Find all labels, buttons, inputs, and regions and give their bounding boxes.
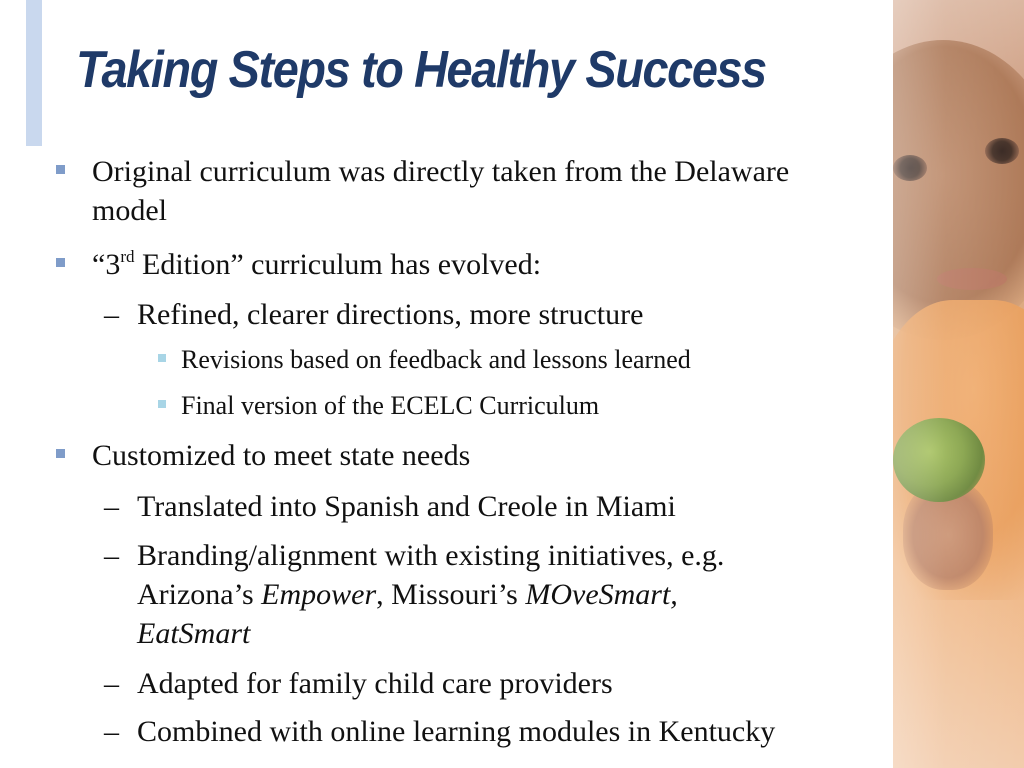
bullet-3-sub-1: Translated into Spanish and Creole in Miami	[137, 490, 676, 523]
bullet-2-text: “3rd Edition” curriculum has evolved:	[92, 247, 542, 281]
slide-title: Taking Steps to Healthy Success	[76, 41, 766, 99]
sub-bullet-square-icon	[158, 400, 166, 408]
bullet-2-sub-1-item-1: Revisions based on feedback and lessons learned	[181, 345, 691, 374]
dash-marker: –	[104, 298, 119, 331]
bullet-square-icon	[56, 258, 65, 267]
bullet-3-sub-4: Combined with online learning modules in Kentucky	[137, 715, 776, 748]
bullet-2-sub-1: Refined, clearer directions, more structure	[137, 298, 644, 331]
bullet-1-line-2: model	[92, 194, 167, 227]
bullet-3-sub-2-line-1: Branding/alignment with existing initiatives, e.g.	[137, 539, 725, 572]
child-photo	[893, 0, 1024, 768]
dash-marker: –	[104, 715, 119, 748]
bullet-3-sub-2-line-3: EatSmart	[137, 617, 251, 650]
bullet-3-sub-3: Adapted for family child care providers	[137, 667, 613, 700]
bullet-3-sub-2-line-2: Arizona’s Empower, Missouri’s MOveSmart,	[137, 578, 678, 611]
bullet-square-icon	[56, 165, 65, 174]
dash-marker: –	[104, 490, 119, 523]
bullet-1-line-1: Original curriculum was directly taken from the Delaware	[92, 155, 790, 188]
bullet-square-icon	[56, 449, 65, 458]
sub-bullet-square-icon	[158, 354, 166, 362]
dash-marker: –	[104, 667, 119, 700]
bullet-3-text: Customized to meet state needs	[92, 439, 471, 472]
bullet-2-sub-1-item-2: Final version of the ECELC Curriculum	[181, 391, 600, 420]
dash-marker: –	[104, 539, 119, 572]
